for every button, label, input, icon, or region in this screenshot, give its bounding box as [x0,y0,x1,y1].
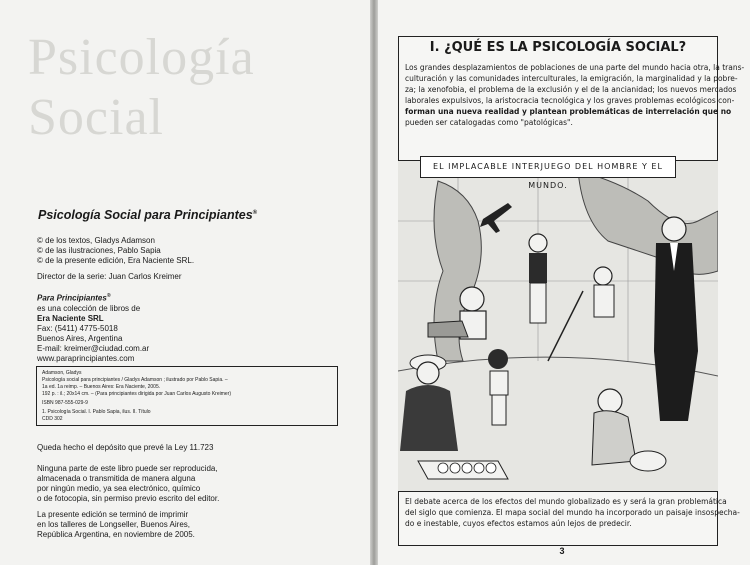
closing-line: El debate acerca de los efectos del mundo globalizado es y será la gran problemática [405,497,727,506]
series-director: Director de la serie: Juan Carlos Kreimer [37,272,182,281]
printing-line: República Argentina, en noviembre de 2005. [37,530,195,539]
cip-line: 192 p. : il.; 20x14 cm. – (Para principiantes dirigida por Juan Carlos Augusto Kreimer) [42,391,231,397]
printing-line: en los talleres de Longseller, Buenos Aires, [37,520,190,529]
bleed-through-title: Psicología Social [28,29,255,146]
credits [37,236,337,266]
illustration-caption: EL IMPLACABLE INTERJUEGO DEL HOMBRE Y EL MUNDO. [420,156,676,178]
businessman-figure [654,217,698,421]
rights-line: o de fotocopia, sin permiso previo escrito del editor. [37,494,220,503]
book-title: Psicología Social para Principiantes® [38,208,258,222]
intro-line: forman una nueva realidad y plantean problemáticas de interrelación que no [405,107,732,116]
series-name: Para Principiantes [37,293,107,303]
rights-line: Ninguna parte de este libro puede ser reproducida, [37,464,218,473]
rights-line: por ningún medio, ya sea electrónico, químico [37,484,201,493]
page-number: 3 [559,546,565,556]
intro-line: za; la xenofobia, el problema de la exclusión y el de la ancianidad; los nuevos mercados [405,85,737,94]
book-gutter [370,0,378,565]
closing-line: del siglo que comienza. El mapa social del mundo ha incorporado un paisaje insospecha- [405,508,740,517]
cip-line: Adamson, Gladys [42,370,82,376]
publisher-line: es una colección de libros de [37,303,141,313]
legal-deposit: Queda hecho el depósito que prevé la Ley 11.723 [37,443,214,452]
publisher-name: Era Naciente SRL [37,313,104,323]
closing-line: do e inestable, cuyos efectos estamos aún lejos de predecir. [405,519,632,528]
cip-line: ISBN 987-555-029-9 [42,400,88,406]
cartoon-illustration [398,160,718,492]
publisher-email: E-mail: kreimer@ciudad.com.ar [37,343,150,353]
cip-line: Psicología social para principiantes / Gladys Adamson ; ilustrado por Pablo Sapia. – [42,377,228,383]
intro-line: pueden ser catalogadas como "patológicas". [405,118,573,127]
publisher-web: www.paraprincipiantes.com [37,353,135,363]
publisher-fax: Fax: (5411) 4775-5018 [37,323,118,333]
closing-paragraph [405,496,740,529]
intro-line: Los grandes desplazamientos de poblaciones de una parte del mundo hacia otra, la trans- [405,63,745,72]
credit-texts: © de los textos, Gladys Adamson [37,236,155,245]
intro-line: culturación y las comunidades interculturales, la emigración, la marginalidad y la pobre- [405,74,738,83]
chapter-heading: I. ¿QUÉ ES LA PSICOLOGÍA SOCIAL? [429,40,687,55]
credit-edition: © de la presente edición, Era Naciente SRL. [37,256,195,265]
publisher-block: Para Principiantes® es una colección de libros de Era Naciente SRL Fax: (5411) 4775-5018 Buenos Aires, Argentina E-mail: kreimer@ciudad.com.ar www.paraprincipiantes.com [37,291,337,364]
cip-line: CDD 302 [42,416,63,422]
cip-line: 1a ed. 1a reimp. – Buenos Aires: Era Naciente, 2005. [42,384,161,390]
printing-line: La presente edición se terminó de imprimir [37,510,189,519]
printing-notice [37,510,337,540]
rights-line: almacenada o transmitida de manera alguna [37,474,196,483]
publisher-city: Buenos Aires, Argentina [37,333,123,343]
credit-illustrations: © de las ilustraciones, Pablo Sapia [37,246,161,255]
cartoon-drawing [398,161,718,492]
cataloging-box [36,366,338,426]
intro-line: laborales expulsivos, la aristocracia tecnológica y los graves problemas ecológicos con- [405,96,735,105]
cip-line: 1. Psicología Social. I. Pablo Sapia, ilus. II. Título [42,409,151,415]
rights-notice [37,464,337,504]
intro-paragraph [405,62,745,128]
young-man-figure [529,234,547,323]
